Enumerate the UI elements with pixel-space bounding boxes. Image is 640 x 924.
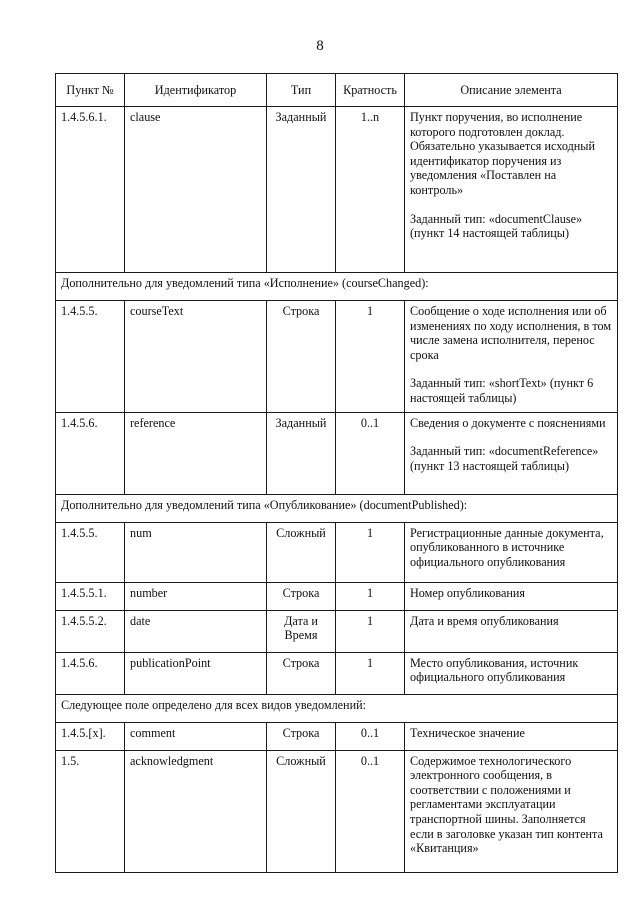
section-row	[56, 694, 618, 722]
type: Строка	[267, 582, 336, 610]
table-row	[56, 107, 618, 273]
identifier: comment	[125, 722, 267, 750]
description	[405, 652, 618, 694]
description-paragraph: Техническое значение	[410, 725, 525, 740]
item-number: 1.4.5.6.	[56, 412, 125, 494]
item-number: 1.4.5.6.1.	[56, 107, 125, 273]
type: Строка	[267, 301, 336, 413]
description	[405, 610, 618, 652]
description-paragraph: Пункт поручения, во исполнение которого подготовлен доклад. Обязательно указывается исходный идентификатор поручения из уведомления «Поставлен на контроль»	[410, 110, 596, 197]
multiplicity: 1	[336, 582, 405, 610]
section-row	[56, 494, 618, 522]
item-number: 1.5.	[56, 750, 125, 872]
item-number: 1.4.5.5.2.	[56, 610, 125, 652]
header-description: Описание элемента	[405, 74, 618, 107]
type: Строка	[267, 722, 336, 750]
multiplicity: 0..1	[336, 412, 405, 494]
table-row	[56, 722, 618, 750]
identifier: number	[125, 582, 267, 610]
element-spec-table	[55, 73, 618, 873]
description-paragraph: Заданный тип: «documentReference» (пункт 13 настоящей таблицы)	[410, 444, 599, 473]
table-row	[56, 522, 618, 582]
multiplicity: 1..n	[336, 107, 405, 273]
section-heading: Дополнительно для уведомлений типа «Исполнение» (courseChanged):	[56, 273, 618, 301]
identifier: date	[125, 610, 267, 652]
item-number: 1.4.5.5.	[56, 522, 125, 582]
multiplicity: 0..1	[336, 722, 405, 750]
table-row	[56, 652, 618, 694]
identifier: clause	[125, 107, 267, 273]
identifier: courseText	[125, 301, 267, 413]
type: Сложный	[267, 750, 336, 872]
section-row	[56, 273, 618, 301]
page-number: 8	[316, 38, 324, 54]
description	[405, 107, 618, 273]
multiplicity: 1	[336, 522, 405, 582]
item-number: 1.4.5.5.1.	[56, 582, 125, 610]
multiplicity: 1	[336, 610, 405, 652]
section-heading: Дополнительно для уведомлений типа «Опубликование» (documentPublished):	[56, 494, 618, 522]
table-row	[56, 610, 618, 652]
description-paragraph: Заданный тип: «documentClause» (пункт 14 настоящей таблицы)	[410, 211, 583, 241]
description-paragraph: Регистрационные данные документа, опубликованного в источнике официального опубликования	[410, 525, 604, 569]
description-paragraph: Дата и время опубликования	[410, 613, 559, 628]
type: Строка	[267, 652, 336, 694]
description	[405, 412, 618, 494]
table-row	[56, 750, 618, 872]
description-paragraph: Место опубликования, источник официального опубликования	[410, 655, 579, 685]
description-paragraph: Заданный тип: «shortText» (пункт 6 настоящей таблицы)	[410, 376, 594, 405]
description-paragraph: Содержимое технологического электронного сообщения, в соответствии с положениями и регламентами эксплуатации транспортной шины. Заполняется если в заголовке указан тип контента «Квитанция»	[410, 753, 603, 856]
header-item-number: Пункт №	[56, 74, 125, 107]
description-paragraph: Номер опубликования	[410, 585, 526, 600]
description	[405, 582, 618, 610]
description	[405, 750, 618, 872]
multiplicity: 1	[336, 652, 405, 694]
table-header-row	[56, 74, 618, 107]
identifier: num	[125, 522, 267, 582]
description	[405, 301, 618, 413]
identifier: acknowledgment	[125, 750, 267, 872]
section-heading: Следующее поле определено для всех видов уведомлений:	[56, 694, 618, 722]
identifier: reference	[125, 412, 267, 494]
description	[405, 722, 618, 750]
header-multiplicity: Кратность	[336, 74, 405, 107]
header-identifier: Идентификатор	[125, 74, 267, 107]
table-row	[56, 582, 618, 610]
description	[405, 522, 618, 582]
type: Заданный	[267, 412, 336, 494]
multiplicity: 0..1	[336, 750, 405, 872]
type: Сложный	[267, 522, 336, 582]
table-row	[56, 412, 618, 494]
type: Заданный	[267, 107, 336, 273]
item-number: 1.4.5.[x].	[56, 722, 125, 750]
description-paragraph: Сообщение о ходе исполнения или об изменениях по ходу исполнения, в том числе замена исполнителя, перенос срока	[410, 304, 612, 362]
table-row	[56, 301, 618, 413]
description-paragraph: Сведения о документе с пояснениями	[410, 415, 606, 430]
type: Дата и Время	[267, 610, 336, 652]
identifier: publicationPoint	[125, 652, 267, 694]
item-number: 1.4.5.5.	[56, 301, 125, 413]
header-type: Тип	[267, 74, 336, 107]
item-number: 1.4.5.6.	[56, 652, 125, 694]
multiplicity: 1	[336, 301, 405, 413]
